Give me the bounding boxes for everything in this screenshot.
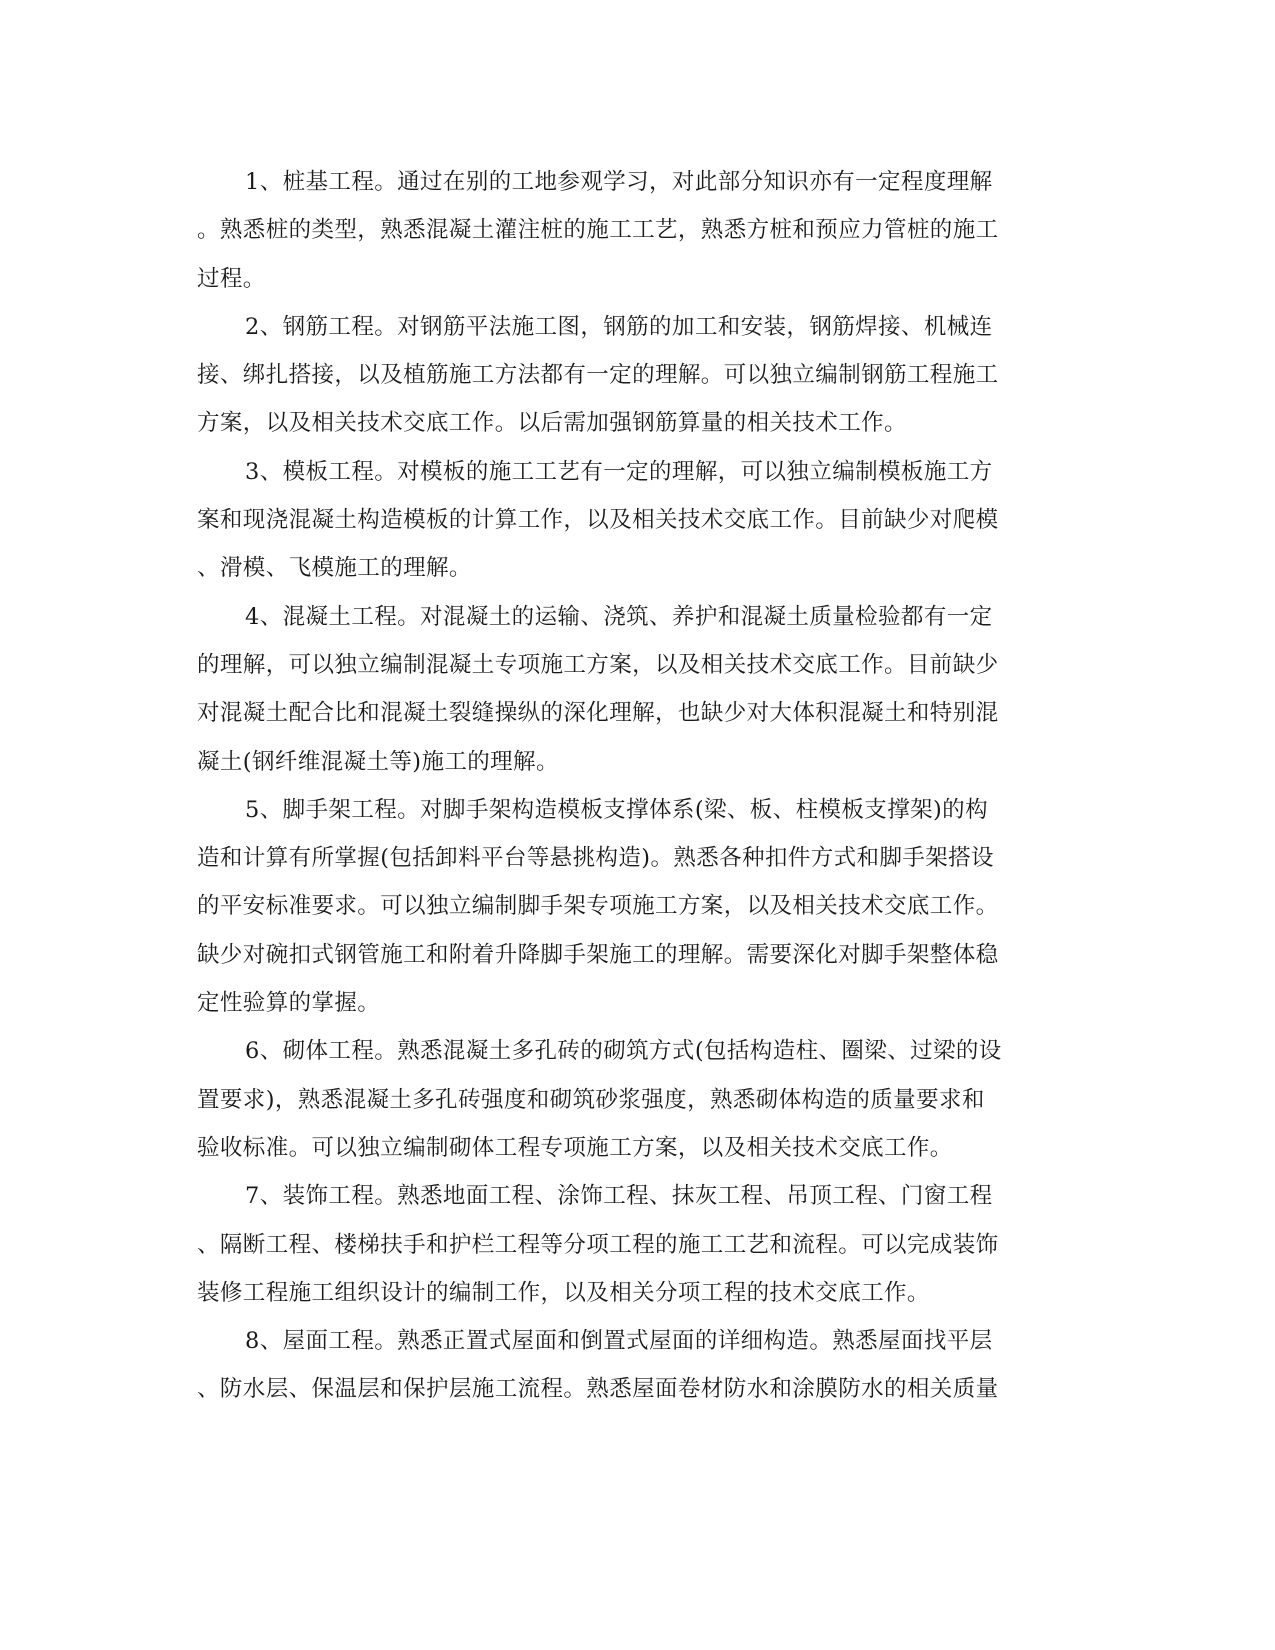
paragraph-line: 装修工程施工组织设计的编制工作，以及相关分项工程的技术交底工作。 (197, 1279, 930, 1306)
paragraph-line: 验收标准。可以独立编制砌体工程专项施工方案，以及相关技术交底工作。 (197, 1134, 953, 1161)
paragraph-scaffolding (197, 786, 1073, 1027)
paragraph-line: 。熟悉桩的类型，熟悉混凝土灌注桩的施工工艺，熟悉方桩和预应力管桩的施工 (197, 217, 999, 244)
paragraph-line: 、防水层、保温层和保护层施工流程。熟悉屋面卷材防水和涂膜防水的相关质量 (197, 1376, 999, 1403)
paragraph-line: 案和现浇混凝土构造模板的计算工作，以及相关技术交底工作。目前缺少对爬模 (197, 507, 999, 534)
paragraph-line: 对混凝土配合比和混凝土裂缝操纵的深化理解，也缺少对大体积混凝土和特别混 (197, 700, 999, 727)
paragraph-line: 缺少对碗扣式钢管施工和附着升降脚手架施工的理解。需要深化对脚手架整体稳 (197, 941, 999, 968)
paragraph-line: 2、钢筋工程。对钢筋平法施工图，钢筋的加工和安装，钢筋焊接、机械连 (245, 313, 993, 340)
paragraph-line: 7、装饰工程。熟悉地面工程、涂饰工程、抹灰工程、吊顶工程、门窗工程 (245, 1183, 993, 1210)
paragraph-line: 、隔断工程、楼梯扶手和护栏工程等分项工程的施工工艺和流程。可以完成装饰 (197, 1231, 999, 1258)
paragraph-concrete (197, 593, 1073, 786)
paragraph-line: 6、砌体工程。熟悉混凝土多孔砖的砌筑方式(包括构造柱、圈梁、过梁的设 (245, 1038, 1002, 1065)
paragraph-line: 凝土(钢纤维混凝土等)施工的理解。 (197, 748, 559, 775)
paragraph-line: 接、绑扎搭接，以及植筋施工方法都有一定的理解。可以独立编制钢筋工程施工 (197, 362, 999, 389)
document-body (197, 158, 1073, 1414)
paragraph-line: 4、混凝土工程。对混凝土的运输、浇筑、养护和混凝土质量检验都有一定 (245, 603, 993, 630)
paragraph-line: 方案，以及相关技术交底工作。以后需加强钢筋算量的相关技术工作。 (197, 410, 907, 437)
paragraph-rebar-works (197, 303, 1073, 448)
paragraph-masonry (197, 1027, 1073, 1172)
paragraph-line: 置要求)，熟悉混凝土多孔砖强度和砌筑砂浆强度，熟悉砌体构造的质量要求和 (197, 1086, 985, 1113)
paragraph-line: 5、脚手架工程。对脚手架构造模板支撑体系(梁、板、柱模板支撑架)的构 (245, 796, 988, 823)
paragraph-line: 1、桩基工程。通过在别的工地参观学习，对此部分知识亦有一定程度理解 (245, 169, 993, 195)
paragraph-formwork (197, 448, 1073, 593)
paragraph-line: 造和计算有所掌握(包括卸料平台等悬挑构造)。熟悉各种扣件方式和脚手架搭设 (197, 845, 994, 872)
paragraph-line: 、滑模、飞模施工的理解。 (197, 555, 472, 582)
paragraph-pile-foundation (197, 158, 1073, 303)
paragraph-decoration (197, 1172, 1073, 1317)
paragraph-line: 3、模板工程。对模板的施工工艺有一定的理解，可以独立编制模板施工方 (245, 458, 993, 485)
paragraph-line: 过程。 (197, 265, 266, 292)
paragraph-line: 的平安标准要求。可以独立编制脚手架专项施工方案，以及相关技术交底工作。 (197, 893, 999, 920)
paragraph-line: 的理解，可以独立编制混凝土专项施工方案，以及相关技术交底工作。目前缺少 (197, 651, 999, 678)
paragraph-roofing (197, 1317, 1073, 1414)
paragraph-line: 8、屋面工程。熟悉正置式屋面和倒置式屋面的详细构造。熟悉屋面找平层 (245, 1328, 993, 1355)
paragraph-line: 定性验算的掌握。 (197, 990, 381, 1017)
